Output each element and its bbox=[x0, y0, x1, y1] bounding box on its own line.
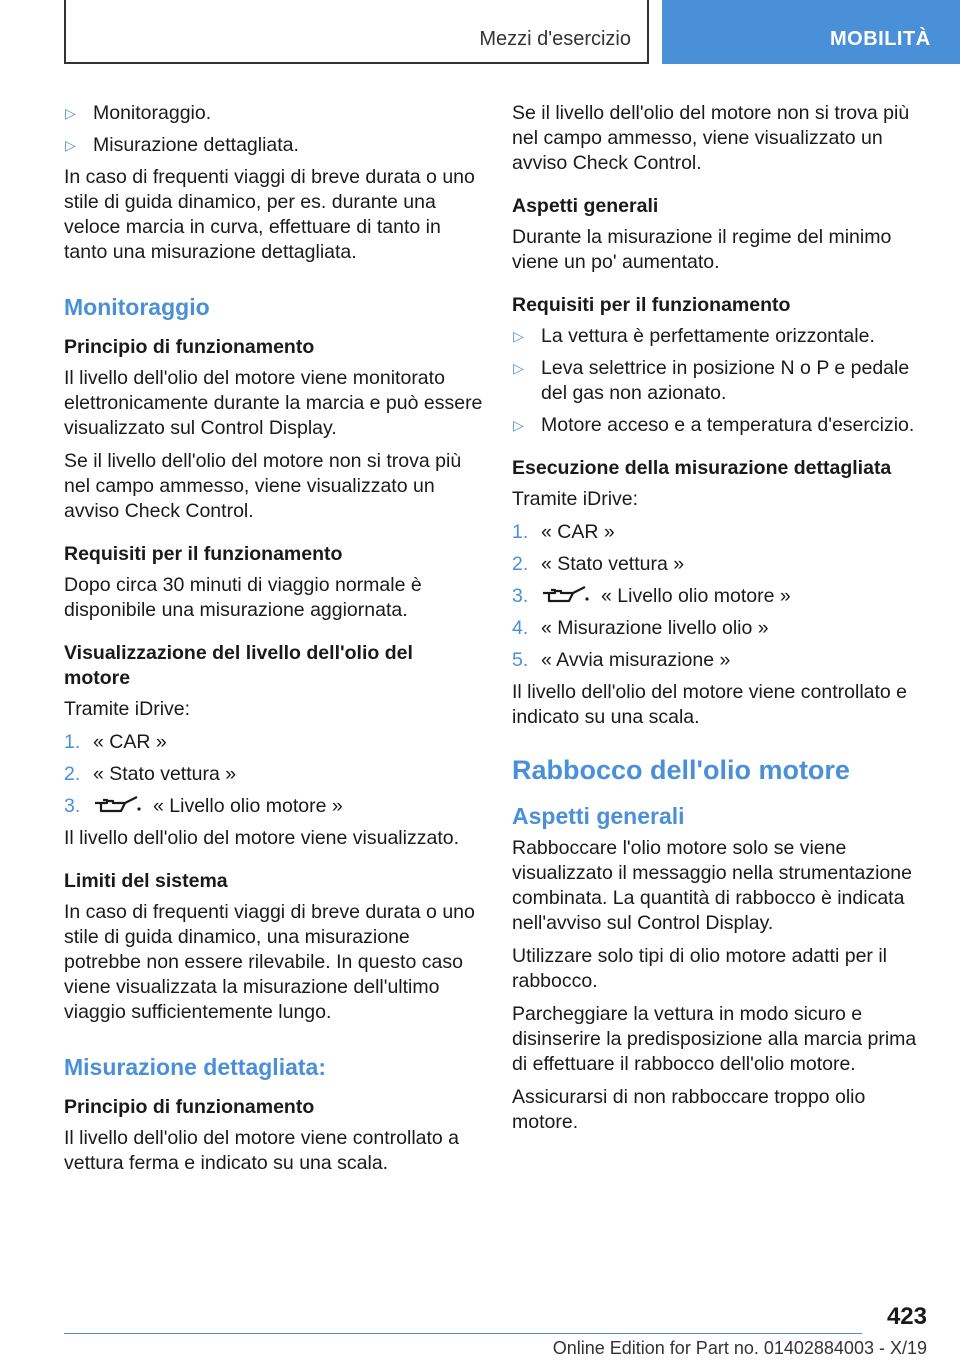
list-item: ▷ Misurazione dettagliata. bbox=[65, 134, 299, 156]
page-number: 423 bbox=[886, 1303, 927, 1330]
subsection-heading: Principio di funzionamento bbox=[64, 1096, 315, 1118]
oil-can-icon bbox=[541, 585, 591, 605]
paragraph: Dopo circa 30 minuti di viaggio normale è disponibile una misurazione aggiornata. bbox=[64, 574, 422, 621]
paragraph: Tramite iDrive: bbox=[512, 488, 639, 510]
triangle-right-icon: ▷ bbox=[513, 417, 524, 433]
list-item: 3. « Livello olio motore » bbox=[512, 585, 791, 607]
triangle-right-icon: ▷ bbox=[65, 137, 76, 153]
paragraph: In caso di frequenti viaggi di breve durata o uno stile di guida dinamico, una misurazione potrebbe non essere rilevabile. In questo caso viene visualizzata la misurazione dell'ultimo viaggio sufficientemente lungo. bbox=[64, 901, 475, 1023]
subsection-heading: Principio di funzionamento bbox=[64, 336, 315, 358]
triangle-right-icon: ▷ bbox=[513, 360, 524, 376]
subsection-heading: Requisiti per il funzionamento bbox=[512, 294, 791, 316]
paragraph: Il livello dell'olio del motore viene controllato a vettura ferma e indicato su una scala. bbox=[64, 1127, 460, 1174]
oil-can-icon bbox=[93, 795, 143, 815]
list-item: 2. « Stato vettura » bbox=[512, 553, 685, 575]
paragraph: Il livello dell'olio del motore viene visualizzato. bbox=[64, 827, 459, 849]
subsection-heading: Requisiti per il funzionamento bbox=[64, 543, 343, 565]
paragraph: Utilizzare solo tipi di olio motore adatti per il rabbocco. bbox=[512, 945, 887, 992]
list-item: ▷ Leva selettrice in posizione N o P e pedale del gas non azionato. bbox=[513, 357, 910, 404]
paragraph: Assicurarsi di non rabboccare troppo olio motore. bbox=[512, 1086, 866, 1133]
header-chapter-tab bbox=[662, 0, 960, 64]
list-item: 3. « Livello olio motore » bbox=[64, 795, 343, 817]
list-item: 1. « CAR » bbox=[512, 521, 615, 543]
paragraph: Tramite iDrive: bbox=[64, 698, 191, 720]
list-item: ▷ La vettura è perfettamente orizzontale. bbox=[513, 325, 875, 347]
footer-divider bbox=[64, 1333, 862, 1334]
list-item: 5. « Avvia misurazione » bbox=[512, 649, 731, 671]
list-item: 2. « Stato vettura » bbox=[64, 763, 237, 785]
triangle-right-icon: ▷ bbox=[513, 328, 524, 344]
paragraph: Se il livello dell'olio del motore non si trova più nel campo ammesso, viene visualizzato un avviso Check Control. bbox=[512, 102, 910, 174]
header-section-title: Mezzi d'esercizio bbox=[479, 28, 631, 50]
paragraph: Se il livello dell'olio del motore non si trova più nel campo ammesso, viene visualizzato un avviso Check Control. bbox=[64, 450, 462, 522]
section-heading: Aspetti generali bbox=[512, 803, 685, 829]
section-heading: Monitoraggio bbox=[64, 294, 210, 320]
section-heading: Misurazione dettagliata: bbox=[64, 1054, 326, 1080]
paragraph: In caso di frequenti viaggi di breve durata o uno stile di guida dinamico, per es. durante una veloce marcia in curva, effettuare di tanto in tanto una misurazione dettagliata. bbox=[64, 166, 475, 263]
left-column bbox=[64, 101, 484, 1184]
paragraph: Il livello dell'olio del motore viene monitorato elettronicamente durante la marcia e può essere visualizzato sul Control Display. bbox=[64, 367, 483, 439]
subsection-heading: Esecuzione della misurazione dettagliata bbox=[512, 457, 892, 479]
right-column bbox=[512, 101, 932, 1143]
header-section-box bbox=[64, 0, 649, 64]
chapter-heading: Rabbocco dell'olio motore bbox=[512, 755, 850, 785]
paragraph: Parcheggiare la vettura in modo sicuro e disinserire la predisposizione alla marcia prima di effettuare il rabbocco dell'olio motore. bbox=[512, 1003, 917, 1075]
list-item: 4. « Misurazione livello olio » bbox=[512, 617, 769, 639]
list-item: ▷ Monitoraggio. bbox=[65, 102, 212, 124]
list-item: 1. « CAR » bbox=[64, 731, 167, 753]
list-item: ▷ Motore acceso e a temperatura d'esercizio. bbox=[513, 414, 915, 436]
subsection-heading: Limiti del sistema bbox=[64, 870, 228, 892]
header-chapter-title: MOBILITÀ bbox=[830, 28, 931, 50]
paragraph: Il livello dell'olio del motore viene controllato e indicato su una scala. bbox=[512, 681, 908, 728]
paragraph: Rabboccare l'olio motore solo se viene visualizzato il messaggio nella strumentazione combinata. La quantità di rabbocco è indicata nell'avviso sul Control Display. bbox=[512, 837, 912, 934]
triangle-right-icon: ▷ bbox=[65, 105, 76, 121]
footer-edition: Online Edition for Part no. 01402884003 - X/19 bbox=[552, 1338, 927, 1358]
paragraph: Durante la misurazione il regime del minimo viene un po' aumentato. bbox=[512, 226, 892, 273]
subsection-heading: Aspetti generali bbox=[512, 195, 659, 217]
subsection-heading: Visualizzazione del livello dell'olio del motore bbox=[64, 642, 413, 689]
